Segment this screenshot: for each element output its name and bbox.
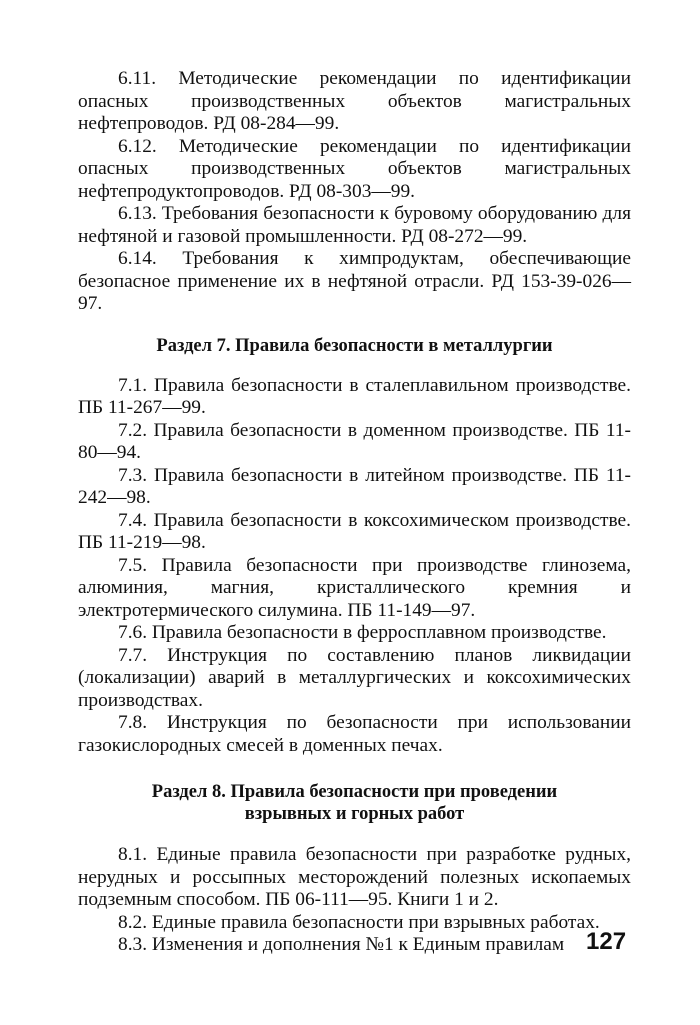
- page-number: 127: [586, 928, 627, 955]
- list-item: 7.8. Инструкция по безопасности при использовании газокислородных смесей в доменных печах.: [78, 712, 631, 756]
- list-item: 6.14. Требования к химпродуктам, обеспечивающие безопасное применение их в нефтяной отрасли. РД 153-39-026—97.: [78, 248, 631, 314]
- list-item: 7.5. Правила безопасности при производстве глинозема, алюминия, магния, кристаллического кремния и электротермического силумина. ПБ 11-149—97.: [78, 554, 631, 621]
- section-8-heading: [78, 781, 631, 825]
- list-item: 7.4. Правила безопасности в коксохимическом производстве. ПБ 11-219—98.: [78, 509, 631, 553]
- list-item: 6.11. Методические рекомендации по идентификации опасных производственных объектов магистральных нефтепроводов. РД 08-284—99.: [78, 68, 631, 134]
- list-item: 7.6. Правила безопасности в ферросплавном производстве.: [118, 622, 607, 643]
- list-item: 7.3. Правила безопасности в литейном производстве. ПБ 11-242—98.: [78, 464, 631, 508]
- list-item: 7.1. Правила безопасности в сталеплавильном производстве. ПБ 11-267—99.: [78, 374, 631, 418]
- list-item: 7.2. Правила безопасности в доменном производстве. ПБ 11-80—94.: [78, 419, 631, 463]
- page-body: [78, 68, 631, 957]
- list-item: 8.2. Единые правила безопасности при взрывных работах.: [118, 911, 600, 933]
- list-item: 8.3. Изменения и дополнения №1 к Единым правилам: [118, 934, 565, 955]
- list-item: 8.1. Единые правила безопасности при разработке рудных, нерудных и россыпных месторождений полезных ископаемых подземным способом. ПБ 06-111—95. Книги 1 и 2.: [78, 844, 631, 910]
- list-item: 6.12. Методические рекомендации по идентификации опасных производственных объектов магистральных нефтепродуктопроводов. РД 08-303—99.: [78, 135, 631, 202]
- section-8-heading-line1: Раздел 8. Правила безопасности при проведении: [151, 782, 558, 802]
- section-7-heading: Раздел 7. Правила безопасности в металлургии: [156, 335, 553, 356]
- section-8-heading-line2: взрывных и горных работ: [244, 804, 465, 824]
- list-item: 6.13. Требования безопасности к буровому оборудованию для нефтяной и газовой промышленности. РД 08-272—99.: [78, 203, 631, 247]
- list-item: 7.7. Инструкция по составлению планов ликвидации (локализации) аварий в металлургических и коксохимических производствах.: [78, 644, 631, 711]
